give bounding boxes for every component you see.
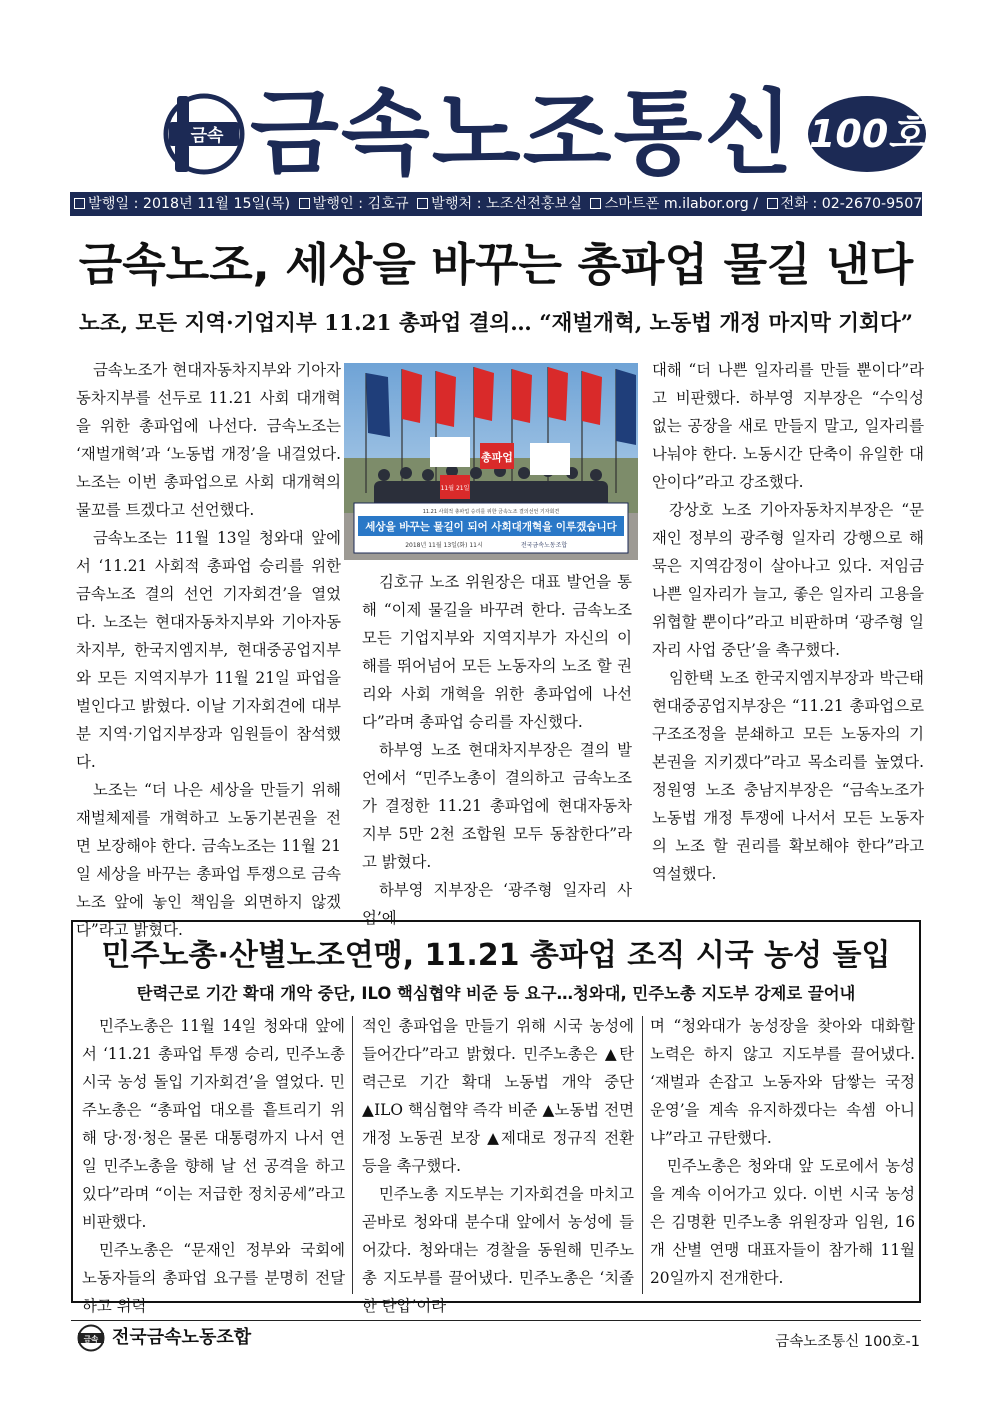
photo-illustration (344, 363, 638, 560)
banner-top-text: 11.21 사회적 총파업 승리를 위한 금속노조 결의선언 기자회견 (422, 509, 560, 515)
phone-number: 전화 : 02-2670-9507 (780, 196, 923, 212)
paragraph: 민주노총 지도부는 기자회견을 마치고 곧바로 청와대 분수대 앞에서 농성에 들어갔다. 청와대는 경찰을 동원해 민주노총 지도부를 끌어냈다. 민주노총은 ‘치졸한 탄압’이라 (362, 1185, 634, 1315)
info-bar (70, 192, 922, 216)
banner-date: 2018년 11월 13일(화) 11시 (405, 542, 483, 549)
square-bullet-icon (299, 198, 310, 209)
logo-text: 금속 (190, 126, 224, 146)
footer-rule (71, 1320, 921, 1321)
main-article-column-1 (76, 356, 341, 939)
union-logo-icon (76, 1324, 106, 1352)
paragraph: 금속노조는 11월 13일 청와대 앞에서 ‘11.21 사회적 총파업 승리를 위한 금속노조 결의 선언 기자회견’을 열었다. 노조는 현대자동차지부와 기아자동차지부, 한국지엠지부, 현대중공업지부와 모든 지역지부가 11월 21일 파업을 벌인다고 밝혔다. 이날 기자회견에 대부분 지역·기업지부장과 임원들이 참석했다. (76, 529, 341, 771)
issue-date: 발행일 : 2018년 11월 15일(목) (88, 196, 291, 212)
paragraph: 하부영 노조 현대차지부장은 결의 발언에서 “민주노총이 결의하고 금속노조가 결정한 11.21 총파업에 현대자동차지부 5만 2천 조합원 모두 동참한다”라고 밝혔다. (362, 741, 632, 871)
paragraph: 강상호 노조 기아자동차지부장은 “문재인 정부의 광주형 일자리 강행으로 해묵은 지역감정이 살아나고 있다. 저임금 나쁜 일자리가 늘고, 좋은 일자리 고용을 위협할 뿐이다”라고 비판하며 ‘광주형 일자리 사업 중단’을 촉구했다. (652, 501, 924, 659)
publisher: 발행인 : 김호규 (312, 196, 409, 212)
square-bullet-icon (590, 198, 601, 209)
box-article-column-3 (650, 1012, 915, 1296)
press-conference-photo (344, 363, 638, 560)
box-article-column-1 (82, 1012, 345, 1315)
box-article-column-2 (362, 1012, 634, 1315)
paragraph: 대해 “더 나쁜 일자리를 만들 뿐이다”라고 비판했다. 하부영 지부장은 “수익성 없는 공장을 새로 만들지 말고, 일자리를 나눠야 한다. 노동시간 단축이 유일한 대안이다”라고 강조했다. (652, 361, 924, 491)
main-article-column-2 (362, 568, 632, 927)
box-headline: 민주노총·산별노조연맹, 11.21 총파업 조직 시국 농성 돌입 (101, 938, 891, 973)
column-divider (352, 1016, 353, 1294)
box-subheadline: 탄력근로 기간 확대 개악 중단, ILO 핵심협약 비준 등 요구…청와대, 민주노총 지도부 강제로 끌어내 (136, 984, 856, 1003)
paragraph: 며 “청와대가 농성장을 찾아와 대화할 노력은 하지 않고 지도부를 끌어냈다. ‘재벌과 손잡고 노동자와 담쌓는 국정 운영’을 계속 유지하겠다는 속셈 아니냐”라고 규탄했다. (650, 1017, 915, 1147)
paragraph: 노조는 “더 나은 세상을 만들기 위해 재벌체제를 개혁하고 노동기본권을 전면 보장해야 한다. 금속노조는 11월 21일 세상을 바꾸는 총파업 투쟁으로 금속노조 앞에 놓인 책임을 외면하지 않겠다”라고 밝혔다. (76, 781, 341, 939)
paragraph: 민주노총은 11월 14일 청와대 앞에서 ‘11.21 총파업 투쟁 승리, 민주노총 시국 농성 돌입 기자회견’을 열었다. 민주노총은 “총파업 대오를 흩트리기 위해 당·정·청은 물론 대통령까지 나서 연일 민주노총을 향해 날 선 공격을 하고 있다”라며 “이는 저급한 정치공세”라고 비판했다. (82, 1017, 345, 1231)
banner-org: 전국금속노동조합 (520, 542, 568, 549)
paragraph: 김호규 노조 위원장은 대표 발언을 통해 “이제 물길을 바꾸려 한다. 금속노조 모든 기업지부와 지역지부가 자신의 이해를 뛰어넘어 모든 노동자의 노조 할 권리와 사회 개혁을 위한 총파업에 나선다”라며 총파업 승리를 자신했다. (362, 573, 632, 731)
picket-sign-date: 11월 21일 (440, 485, 470, 492)
picket-sign-text: 총파업 (481, 451, 513, 464)
publishing-office: 발행처 : 노조선전홍보실 (431, 196, 582, 212)
square-bullet-icon (767, 198, 778, 209)
union-fist-logo-icon (163, 90, 245, 178)
paragraph: 민주노총은 청와대 앞 도로에서 농성을 계속 이어가고 있다. 이번 시국 농성은 김명환 민주노총 위원장과 임원, 16개 산별 연맹 대표자들이 참가해 11월 20일까지 전개한다. (650, 1157, 915, 1287)
smartphone-site: 스마트폰 m.ilabor.org / (604, 196, 759, 212)
paragraph: 적인 총파업을 만들기 위해 시국 농성에 들어간다”라고 밝혔다. 민주노총은 ▲탄력근로 기간 확대 노동법 개악 중단 ▲ILO 핵심협약 즉각 비준 ▲노동법 전면개정 노동권 보장 ▲제대로 정규직 전환 등을 촉구했다. (362, 1017, 634, 1175)
page-number-label: 금속노조통신 100호-1 (775, 1334, 920, 1350)
paragraph: 민주노총은 “문재인 정부와 국회에 노동자들의 총파업 요구를 분명히 전달하고 위력 (82, 1241, 345, 1315)
column-divider (642, 1016, 643, 1294)
paragraph: 금속노조가 현대자동차지부와 기아자동차지부를 선두로 11.21 사회 대개혁을 위한 총파업에 나선다. 금속노조는 ‘재벌개혁’과 ‘노동법 개정’을 내걸었다. 노조는 이번 총파업으로 사회 대개혁의 물꼬를 트겠다고 선언했다. (76, 361, 341, 519)
main-article-column-3 (652, 356, 924, 904)
masthead-title: 금속노조통신 (250, 80, 796, 187)
banner-text: 세상을 바꾸는 물길이 되어 사회대개혁을 이루겠습니다 (365, 521, 617, 533)
footer-logo-text: 금속 (83, 1334, 99, 1344)
issue-number-badge: 100호 (808, 96, 926, 172)
main-headline: 금속노조, 세상을 바꾸는 총파업 물길 낸다 (78, 238, 914, 291)
square-bullet-icon (417, 198, 428, 209)
paragraph: 임한택 노조 한국지엠지부장과 박근태 현대중공업지부장은 “11.21 총파업으로 구조조정을 분쇄하고 모든 노동자의 기본권을 지키겠다”라고 목소리를 높였다. 정원영 노조 충남지부장은 “금속노조가 노동법 개정 투쟁에 나서서 모든 노동자의 노조 할 권리를 확보해야 한다”라고 역설했다. (652, 669, 924, 883)
footer-org-name: 전국금속노동조합 (112, 1327, 252, 1348)
main-subheadline: 노조, 모든 지역·기업지부 11.21 총파업 결의… “재벌개혁, 노동법 개정 마지막 기회다” (79, 311, 913, 336)
square-bullet-icon (74, 198, 85, 209)
paragraph: 하부영 지부장은 ‘광주형 일자리 사업’에 (362, 881, 632, 927)
